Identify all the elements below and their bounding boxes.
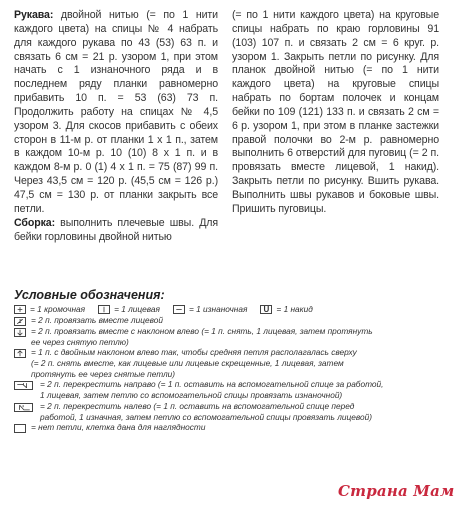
assembly-heading: Сборка: [14, 216, 56, 229]
knit-stitch-icon [98, 305, 110, 314]
site-watermark: Страна Мам [338, 482, 455, 500]
legend-row-k2tog [14, 315, 444, 326]
k2tog-label: = 2 п. провязать вместе лицевой [31, 314, 163, 325]
legend-item-edge [14, 304, 85, 315]
legend-item-purl [173, 304, 247, 315]
yarn-over-label: = 1 накид [276, 304, 313, 314]
cross-right-icon [14, 381, 33, 390]
cdd-label-line-3: протянуть ее через снятые петли) [31, 368, 176, 379]
cross-left-label-line-2: работой, 1 изначная, затем петлю со вспомогательной спицы провязать лицевой) [40, 411, 373, 422]
left-text-column [14, 9, 218, 244]
sleeves-heading: Рукава: [14, 9, 54, 21]
double-decrease-icon [14, 349, 26, 358]
cross-left-icon [14, 403, 33, 412]
sleeves-paragraph [14, 9, 218, 217]
purl-stitch-label: = 1 изнаночная [188, 304, 248, 314]
legend-row-no-stitch [14, 422, 444, 433]
cross-right-label-line-1: = 2 п. перекрестить направо (= 1 п. оставить на вспомогательной спице за работой, [40, 379, 384, 390]
no-stitch-label: = нет петли, клетка дана для наглядности [31, 422, 206, 433]
yarn-over-icon: U [260, 305, 272, 314]
edge-stitch-icon [14, 305, 26, 314]
legend-item-knit [98, 304, 160, 315]
legend-row-cross-left [14, 401, 444, 422]
assembly-paragraph [14, 217, 218, 245]
cdd-label-line-2: (= 2 п. снять вместе, как лицевые или лицевые скрещенные, 1 лицевая, затем [31, 358, 344, 369]
right-column-text: (= по 1 нити каждого цвета) на круговые спицы набрать по краю горловины 91 (103) 107 п. и связать 2 см = 6 круг. р. узором 1. Закрыть петли по рисунку. Для планок двойной нитью (= по 1 нити каждого цвета) на круговые спицы набрать по бортам полочек и концам бейки по 109 (121) 133 п. и связать 2 см = 6 р. узором 1, при этом в планке застежки правой полочки во 2-м р. равномерно выполнить 6 отверстий для пуговиц (= 2 п. провязать вместе лицевой, 1 накид). Закрыть петли по рисунку. Вшить рукава. Выполнить швы рукавов и боковые швы. Пришить пуговицы. [232, 9, 439, 215]
legend [14, 304, 444, 433]
cross-left-label-line-1: = 2 п. перекрестить налево (= 1 п. оставить на вспомогательной спице перед [40, 400, 355, 411]
legend-row-ssk [14, 326, 444, 347]
legend-item-yarn-over [260, 304, 312, 315]
edge-stitch-label: = 1 кромочная [30, 304, 86, 314]
knit-stitch-label: = 1 лицевая [114, 304, 160, 314]
k2tog-icon [14, 317, 26, 326]
legend-title: Условные обозначения: [14, 288, 165, 302]
ssk-label-line-1: = 2 п. провязать вместе с наклоном влево (= 1 п. снять, 1 лицевая, затем протянуть [31, 325, 373, 336]
cdd-label-line-1: = 1 п. с двойным наклоном влево так, чтобы средняя петля располагалась сверху [31, 347, 357, 358]
no-stitch-icon [14, 424, 26, 433]
assembly-text: выполнить плечевые швы. Для бейки горловины двойной нитью [14, 216, 218, 243]
cross-right-label-line-2: 1 лицевая, затем петлю со вспомогательной спицы провязать изнаночной) [40, 390, 343, 401]
legend-row-basic [14, 304, 444, 315]
ssk-label-line-2: ее через снятую петлю) [31, 336, 129, 347]
purl-stitch-icon [173, 305, 185, 314]
ssk-icon [14, 328, 26, 337]
legend-row-cross-right [14, 379, 444, 400]
right-text-column [232, 9, 439, 217]
sleeves-text: двойной нитью (= по 1 нити каждого цвета) на спицы № 4 набрать для каждого рукава по 43 (53) 63 п. и связать 6 см = 21 р. узором 1, при этом начать с 1 изнаночного ряда и в последнем ряду планки равномерно прибавить 10 п. = 53 (63) 73 п. Продолжить работу на спицах № 4,5 узором 3. Для скосов прибавить с обеих сторон в 11-м р. от планки 1 х 1 п., затем в каждом 10-м р. 10 (10) 8 х 1 п. и в каждом 8-м р. 0 (1) 4 х 1 п. = 75 (87) 99 п. Через 43,5 см = 120 р. (45,5 см = 126 р.) 47,5 см = 130 р. от планки закрыть все петли. [14, 9, 218, 215]
legend-row-cdd [14, 347, 444, 379]
